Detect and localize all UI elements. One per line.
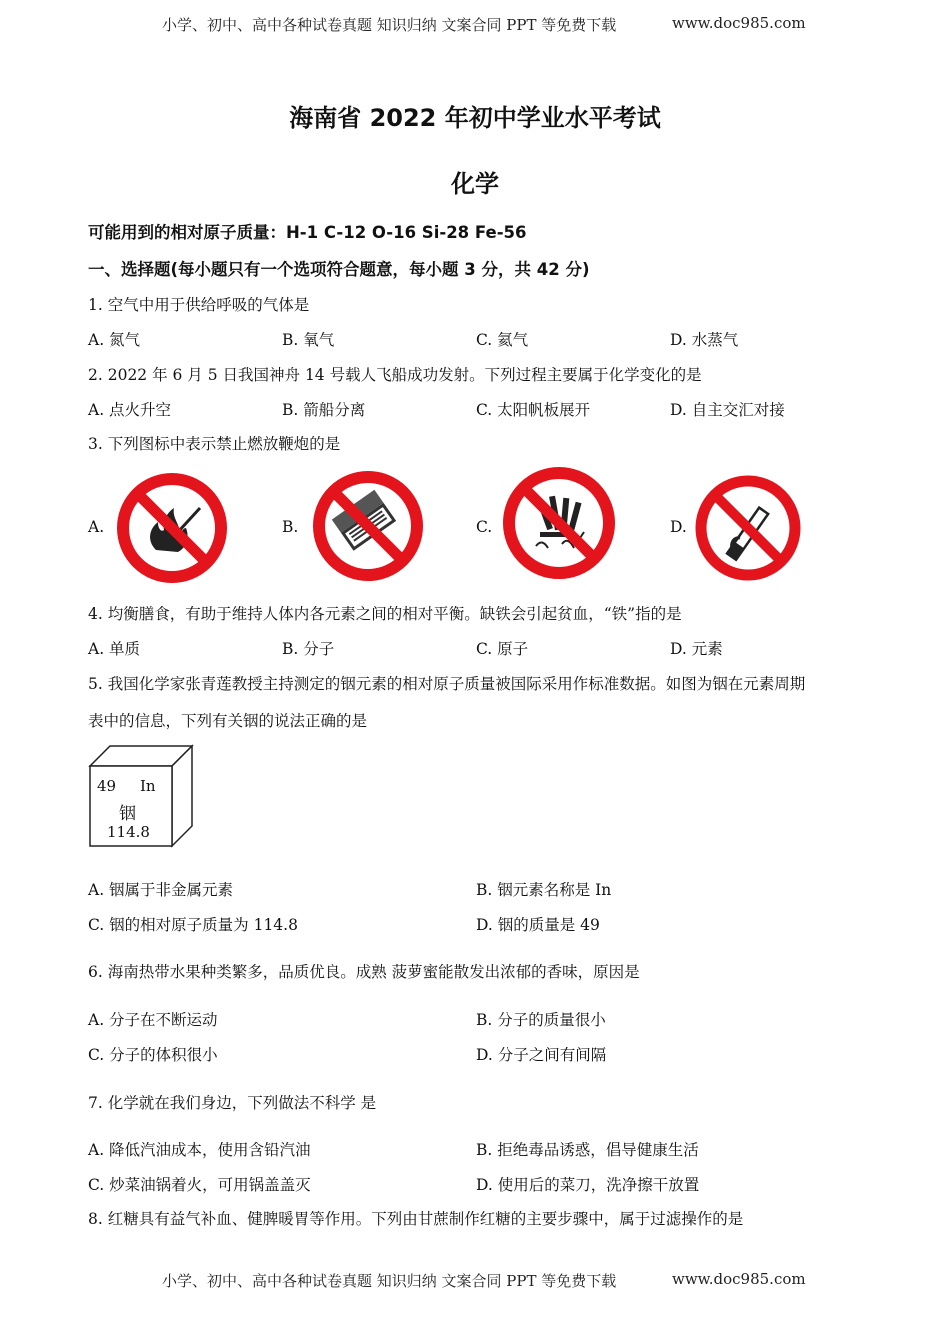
question-stem-continued: 表中的信息，下列有关铟的说法正确的是 (88, 712, 368, 730)
atomic-masses: 可能用到的相对原子质量：H-1 C-12 O-16 Si-28 Fe-56 (88, 223, 527, 242)
option-d: D. 元素 (670, 640, 723, 658)
option-b: B. 分子 (282, 640, 335, 658)
footer-url: www.doc985.com (672, 1270, 806, 1288)
question-stem: 8. 红糖具有益气补血、健脾暖胃等作用。下列由甘蔗制作红糖的主要步骤中，属于过滤操作的是 (88, 1210, 744, 1228)
option-a: A. 单质 (88, 640, 141, 658)
question-stem: 5. 我国化学家张青莲教授主持测定的铟元素的相对原子质量被国际采用作标准数据。如图为铟在元素周期 (88, 675, 806, 693)
option-c: C. (476, 518, 493, 536)
header-text: 小学、初中、高中各种试卷真题 知识归纳 文案合同 PPT 等免费下载 (162, 16, 617, 34)
page-subtitle: 化学 (451, 170, 499, 198)
section-heading: 一、选择题(每小题只有一个选项符合题意，每小题 3 分，共 42 分) (88, 260, 590, 279)
option-c: C. 分子的体积很小 (88, 1046, 218, 1064)
option-c: C. 铟的相对原子质量为 114.8 (88, 916, 298, 934)
atomic-mass: 114.8 (107, 823, 150, 841)
option-d: D. 使用后的菜刀，洗净擦干放置 (476, 1176, 700, 1194)
option-a: A. 氮气 (88, 331, 141, 349)
question-stem: 4. 均衡膳食，有助于维持人体内各元素之间的相对平衡。缺铁会引起贫血，“铁”指的是 (88, 605, 682, 623)
question-stem: 1. 空气中用于供给呼吸的气体是 (88, 296, 310, 314)
element-symbol: In (140, 777, 156, 795)
no-matches-icon (312, 470, 424, 582)
atomic-number: 49 (97, 777, 117, 795)
option-c: C. 太阳帆板展开 (476, 401, 591, 419)
option-b: B. 氧气 (282, 331, 335, 349)
option-a: A. 降低汽油成本，使用含铅汽油 (88, 1141, 311, 1159)
no-firecrackers-icon (502, 466, 616, 580)
option-b: B. 箭船分离 (282, 401, 366, 419)
option-c: C. 炒菜油锅着火，可用锅盖盖灭 (88, 1176, 311, 1194)
option-a: A. 铟属于非金属元素 (88, 881, 234, 899)
option-d: D. 水蒸气 (670, 331, 739, 349)
option-c: C. 氦气 (476, 331, 529, 349)
no-smoking-icon (694, 474, 802, 582)
option-b: B. 拒绝毒品诱惑，倡导健康生活 (476, 1141, 699, 1159)
option-b: B. (282, 518, 299, 536)
element-cell-indium (88, 744, 194, 848)
option-c: C. 原子 (476, 640, 529, 658)
option-a: A. 分子在不断运动 (88, 1011, 218, 1029)
option-d: D. 分子之间有间隔 (476, 1046, 607, 1064)
option-a: A. (88, 518, 105, 536)
option-b: B. 铟元素名称是 In (476, 881, 612, 899)
footer-text: 小学、初中、高中各种试卷真题 知识归纳 文案合同 PPT 等免费下载 (162, 1272, 617, 1290)
option-a: A. 点火升空 (88, 401, 172, 419)
question-stem: 6. 海南热带水果种类繁多，品质优良。成熟 菠萝蜜能散发出浓郁的香味，原因是 (88, 963, 640, 981)
option-d: D. 铟的质量是 49 (476, 916, 600, 934)
option-d: D. (670, 518, 687, 536)
question-stem: 3. 下列图标中表示禁止燃放鞭炮的是 (88, 435, 341, 453)
header-url: www.doc985.com (672, 14, 806, 32)
element-name: 铟 (119, 804, 136, 824)
option-b: B. 分子的质量很小 (476, 1011, 606, 1029)
no-fire-icon (116, 472, 228, 584)
question-stem: 2. 2022 年 6 月 5 日我国神舟 14 号载人飞船成功发射。下列过程主要属于化学变化的是 (88, 366, 702, 384)
option-d: D. 自主交汇对接 (670, 401, 785, 419)
question-stem: 7. 化学就在我们身边，下列做法不科学 是 (88, 1094, 377, 1112)
page-title: 海南省 2022 年初中学业水平考试 (289, 104, 661, 132)
